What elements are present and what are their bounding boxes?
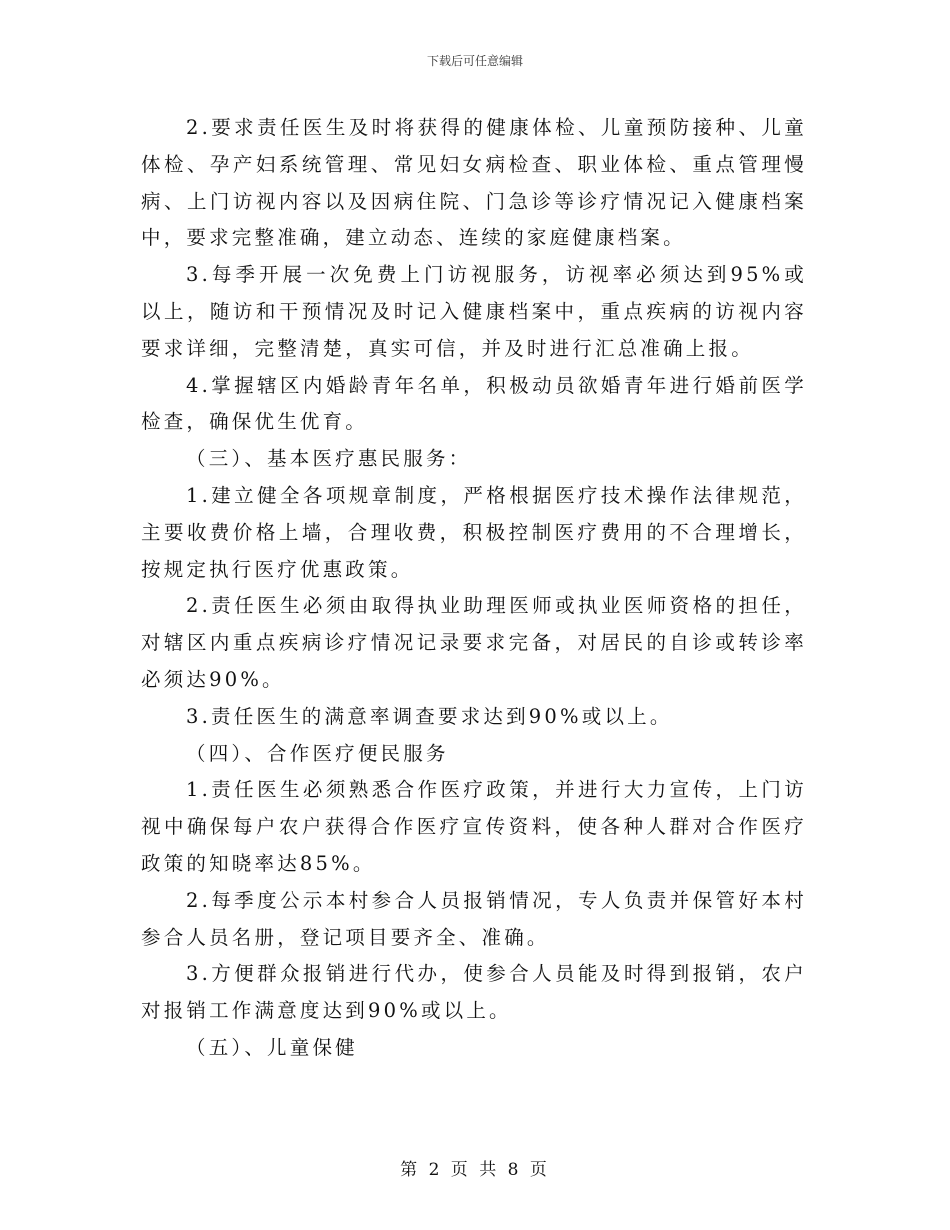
- paragraph-1-regulations: 1.建立健全各项规章制度，严格根据医疗技术操作法律规范，主要收费价格上墙，合理收费，积极控制医疗费用的不合理增长，按规定执行医疗优惠政策。: [141, 483, 807, 581]
- document-body: [141, 110, 807, 1067]
- paragraph-3-reimbursement-agency: 3.方便群众报销进行代办，使参合人员能及时得到报销，农户对报销工作满意度达到90%或以上。: [141, 962, 807, 1023]
- paragraph-2-health-records: 2.要求责任医生及时将获得的健康体检、儿童预防接种、儿童体检、孕产妇系统管理、常见妇女病检查、职业体检、重点管理慢病、上门访视内容以及因病住院、门急诊等诊疗情况记入健康档案中，要求完整准确，建立动态、连续的家庭健康档案。: [141, 116, 807, 250]
- page-header: 下载后可任意编辑: [426, 54, 523, 68]
- paragraph-3-satisfaction: 3.责任医生的满意率调查要求达到90%或以上。: [186, 704, 673, 728]
- section-heading-basic-medical: （三）、基本医疗惠民服务：: [186, 447, 472, 471]
- section-heading-child-health: （五）、儿童保健: [186, 1035, 358, 1059]
- paragraph-4-premarital-check: 4.掌握辖区内婚龄青年名单，积极动员欲婚青年进行婚前医学检查，确保优生优育。: [141, 373, 807, 434]
- paragraph-2-reimbursement-disclosure: 2.每季度公示本村参合人员报销情况，专人负责并保管好本村参合人员名册，登记项目要齐全、准确。: [141, 888, 807, 949]
- page-number-footer: 第 2 页 共 8 页: [400, 1160, 550, 1180]
- paragraph-1-policy-awareness: 1.责任医生必须熟悉合作医疗政策，并进行大力宣传，上门访视中确保每户农户获得合作医疗宣传资料，使各种人群对合作医疗政策的知晓率达85%。: [141, 778, 807, 875]
- paragraph-3-home-visits: 3.每季开展一次免费上门访视服务，访视率必须达到95%或以上，随访和干预情况及时记入健康档案中，重点疾病的访视内容要求详细，完整清楚，真实可信，并及时进行汇总准确上报。: [141, 263, 807, 360]
- paragraph-2-doctor-qualification: 2.责任医生必须由取得执业助理医师或执业医师资格的担任，对辖区内重点疾病诊疗情况记录要求完备，对居民的自诊或转诊率必须达90%。: [141, 594, 807, 691]
- section-heading-cooperative-medical: （四）、合作医疗便民服务: [186, 741, 449, 765]
